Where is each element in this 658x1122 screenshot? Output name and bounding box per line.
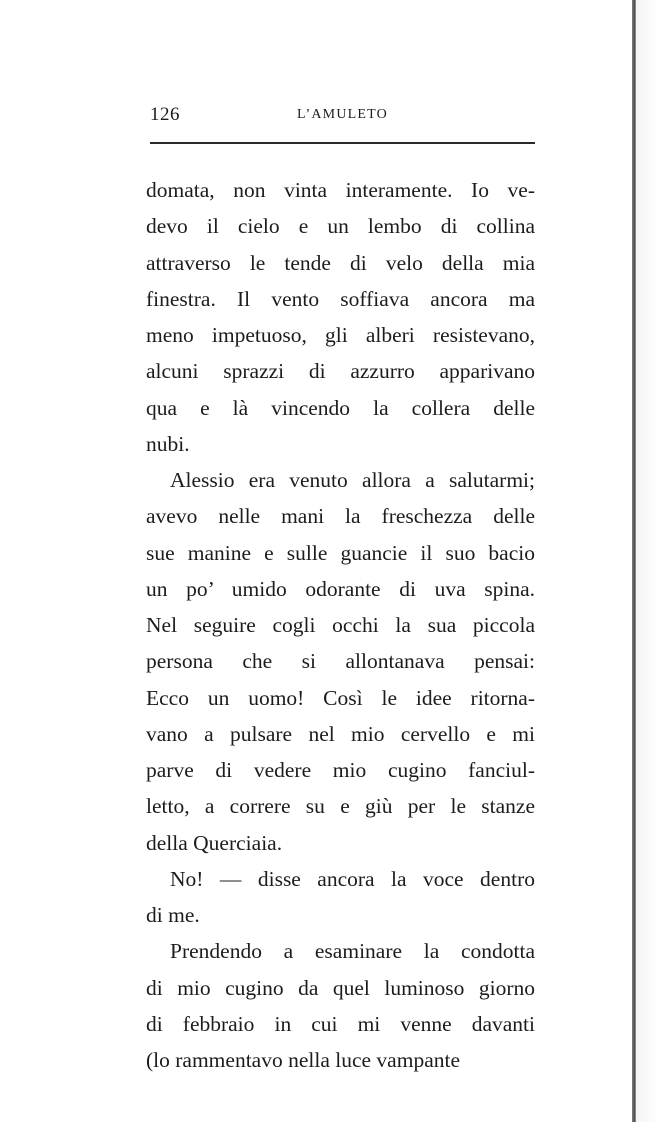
text-line: Nel seguire cogli occhi la sua piccola [146, 613, 535, 637]
binding-edge [632, 0, 636, 1122]
text-line: attraverso le tende di velo della mia [146, 250, 535, 275]
body-text [146, 172, 535, 1078]
running-title: L’AMULETO [297, 107, 388, 122]
text-line: sue manine e sulle guancie il suo bacio [146, 540, 535, 565]
text-line: No! — disse ancora la voce dentro [170, 866, 535, 891]
text-line: avevo nelle mani la freschezza delle [146, 504, 535, 529]
paragraph [146, 933, 535, 1078]
text-line: (lo rammentavo nella luce vampante [146, 1048, 461, 1072]
text-line: di febbraio in cui mi venne davanti [146, 1011, 535, 1036]
text-line: persona che si allontanava pensai: [146, 649, 535, 674]
text-line: qua e là vincendo la collera delle [146, 395, 535, 420]
header-rule [150, 142, 535, 144]
text-line: un po’ umido odorante di uva spina. [146, 576, 535, 601]
text-line: Prendendo a esaminare la condotta [170, 939, 535, 964]
text-line: Ecco un uomo! Così le idee ritorna- [146, 685, 535, 710]
text-line: nubi. [146, 431, 190, 456]
page-number: 126 [150, 104, 180, 125]
paragraph [146, 172, 535, 462]
running-header [150, 104, 535, 128]
text-line: domata, non vinta interamente. Io ve- [146, 178, 535, 202]
text-line: della Querciaia. [146, 830, 283, 855]
text-line: alcuni sprazzi di azzurro apparivano [146, 359, 535, 384]
paragraph [146, 861, 535, 934]
text-line: di mio cugino da quel luminoso giorno [146, 975, 535, 1000]
text-line: Alessio era venuto allora a salutarmi; [170, 468, 535, 492]
text-line: devo il cielo e un lembo di collina [146, 214, 535, 239]
text-line: vano a pulsare nel mio cervello e mi [146, 721, 535, 746]
binding-shadow [636, 0, 658, 1122]
text-line: parve di vedere mio cugino fanciul- [146, 758, 535, 782]
paragraph [146, 462, 535, 861]
text-line: meno impetuoso, gli alberi resistevano, [146, 323, 535, 347]
text-line: letto, a correre su e giù per le stanze [146, 794, 535, 819]
text-line: di me. [146, 903, 200, 927]
text-line: finestra. Il vento soffiava ancora ma [146, 286, 535, 311]
